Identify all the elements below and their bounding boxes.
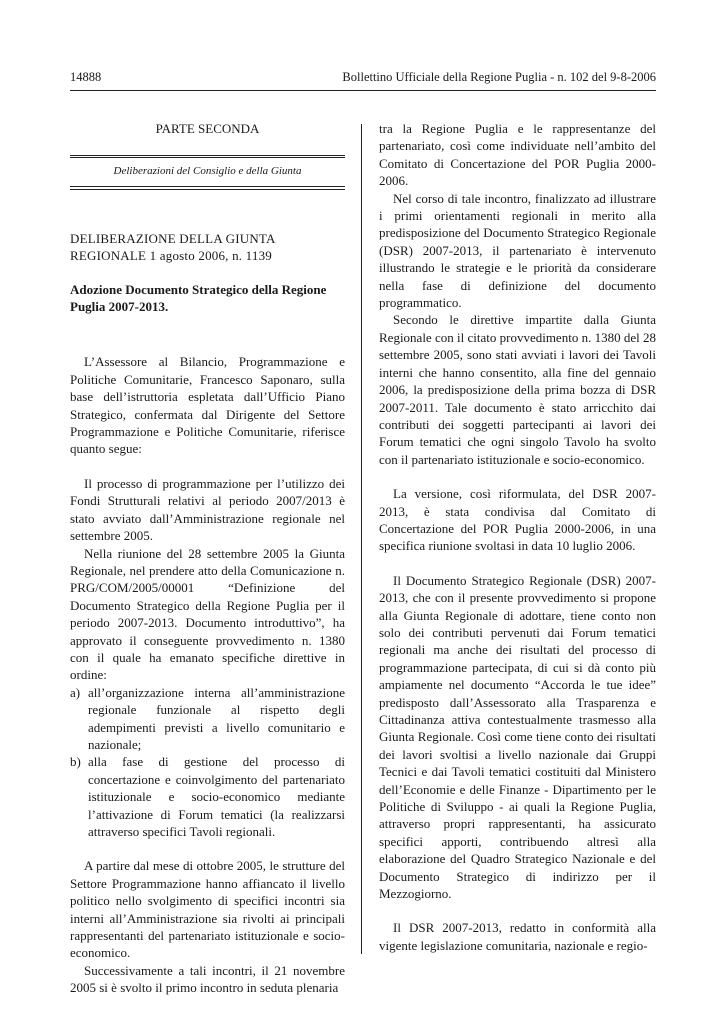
deliberation-title: Adozione Documento Strategico della Regione Puglia 2007-2013. bbox=[70, 281, 327, 315]
publication-title: Bollettino Ufficiale della Regione Puglia - n. 102 del 9-8-2006 bbox=[342, 70, 656, 84]
paragraph: Il Documento Strategico Regionale (DSR) 2007-2013, che con il presente provvedimento si propone alla Giunta Regionale di adottare, tiene conto non solo dei contributi pervenuti dai Forum tematici regionali ma anche dei risultati del processo di programmazione partecipata, di cui si dà conto più ampiamente nel documento “Accorda le tue idee” predisposto dall’Assessorato alla Trasparenza e Cittadinanza attiva contestualmente trasmesso alla Giunta Regionale. Così come tiene conto dei risultati dei lavori svoltisi a livello nazionale dai Gruppi Tecnici e dai Tavoli tematici costituiti dal Ministero dell’Economie e delle Finanze - Dipartimento per le Politiche di Sviluppo - ai quali la Regione Puglia, attraverso propri rappresentanti, ha assicurato specifici apporti, contribuendo altresì alla elaborazione del Quadro Strategico Nazionale e del Documento Strategico di indirizzo per il Mezzogiorno. bbox=[379, 572, 656, 902]
paragraph: A partire dal mese di ottobre 2005, le strutture del Settore Programmazione hanno affiancato il livello politico nello svolgimento di specifici incontri sia interni all’Amministrazione sia rivolti ai principali rappresentanti del partenariato istituzionale e socio-economico. bbox=[70, 858, 345, 961]
list-item bbox=[70, 753, 345, 840]
paragraph: L’Assessore al Bilancio, Programmazione e Politiche Comunitarie, Francesco Saponaro, sulla base dell’istruttoria espletata dall’Ufficio Piano Strategico, confermata dal Dirigente del Settore Programmazione e Politiche Comunitarie, riferisce quanto segue: bbox=[70, 354, 345, 457]
left-column bbox=[70, 120, 345, 997]
section-box bbox=[70, 155, 345, 189]
column-divider bbox=[361, 124, 362, 954]
list-item bbox=[70, 684, 345, 754]
paragraph: Nel corso di tale incontro, finalizzato ad illustrare i primi orientamenti regionali in merito alla predisposizione del Documento Strategico Regionale (DSR) 2007-2013, il partenariato è intervenuto illustrando le strategie e le priorità da considerare nella fase di definizione del documento programmatico. bbox=[379, 190, 656, 311]
list-marker: a) bbox=[70, 684, 81, 700]
paragraph: Nella riunione del 28 settembre 2005 la Giunta Regionale, nel prendere atto della Comunicazione n. PRG/COM/2005/00001 “Definizione del Documento Strategico della Regione Puglia per il periodo 2007-2013. Documento introduttivo”, ha approvato il conseguente provvedimento n. 1380 con il quale ha emanato specifiche direttive in ordine: bbox=[70, 545, 345, 683]
paragraph: Secondo le direttive impartite dalla Giunta Regionale con il citato provvedimento n. 1380 del 28 settembre 2005, sono stati avviati i lavori dei Tavoli interni che hanno consentito, alla fine del gennaio 2006, la predisposizione della prima bozza di DSR 2007-2011. Tale documento è stato arricchito dai contributi dei soggetti partecipanti ai lavori dei Forum tematici che ogni singolo Tavolo ha svolto con il partenariato istituzionale e socio-economico. bbox=[379, 312, 656, 467]
deliberation-heading: DELIBERAZIONE DELLA GIUNTA REGIONALE 1 agosto 2006, n. 1139 bbox=[70, 230, 275, 264]
part-title: PARTE SECONDA bbox=[155, 121, 260, 136]
paragraph: Successivamente a tali incontri, il 21 novembre 2005 si è svolto il primo incontro in seduta plenaria bbox=[70, 962, 345, 996]
page-number: 14888 bbox=[70, 70, 102, 84]
paragraph: La versione, così riformulata, del DSR 2007-2013, è stata condivisa dal Comitato di Concertazione del POR Puglia 2000-2006, in una specifica riunione svoltasi in data 10 luglio 2006. bbox=[379, 486, 656, 554]
right-column bbox=[379, 120, 656, 954]
header-rule bbox=[70, 90, 656, 91]
paragraph: Il DSR 2007-2013, redatto in conformità alla vigente legislazione comunitaria, nazionale e regio- bbox=[379, 920, 656, 953]
list-text: all’organizzazione interna all’amministrazione regionale funzionale al rispetto degli adempimenti previsti a livello comunitario e nazionale; bbox=[88, 684, 345, 752]
paragraph: Il processo di programmazione per l’utilizzo dei Fondi Strutturali relativi al periodo 2007/2013 è stato avviato dall’Amministrazione regionale nel settembre 2005. bbox=[70, 475, 345, 544]
list-text: alla fase di gestione del processo di concertazione e coinvolgimento del partenariato istituzionale e socio-economico mediante l’attivazione di Forum tematici (la realizzarsi attraverso specifici Tavoli regionali. bbox=[88, 754, 345, 839]
paragraph: tra la Regione Puglia e le rappresentanze del partenariato, così come individuate nell’ambito del Comitato di Concertazione del POR Puglia 2000-2006. bbox=[379, 121, 656, 189]
list-marker: b) bbox=[70, 754, 81, 770]
section-label: Deliberazioni del Consiglio e della Giunta bbox=[70, 157, 345, 186]
page-header bbox=[70, 70, 656, 88]
